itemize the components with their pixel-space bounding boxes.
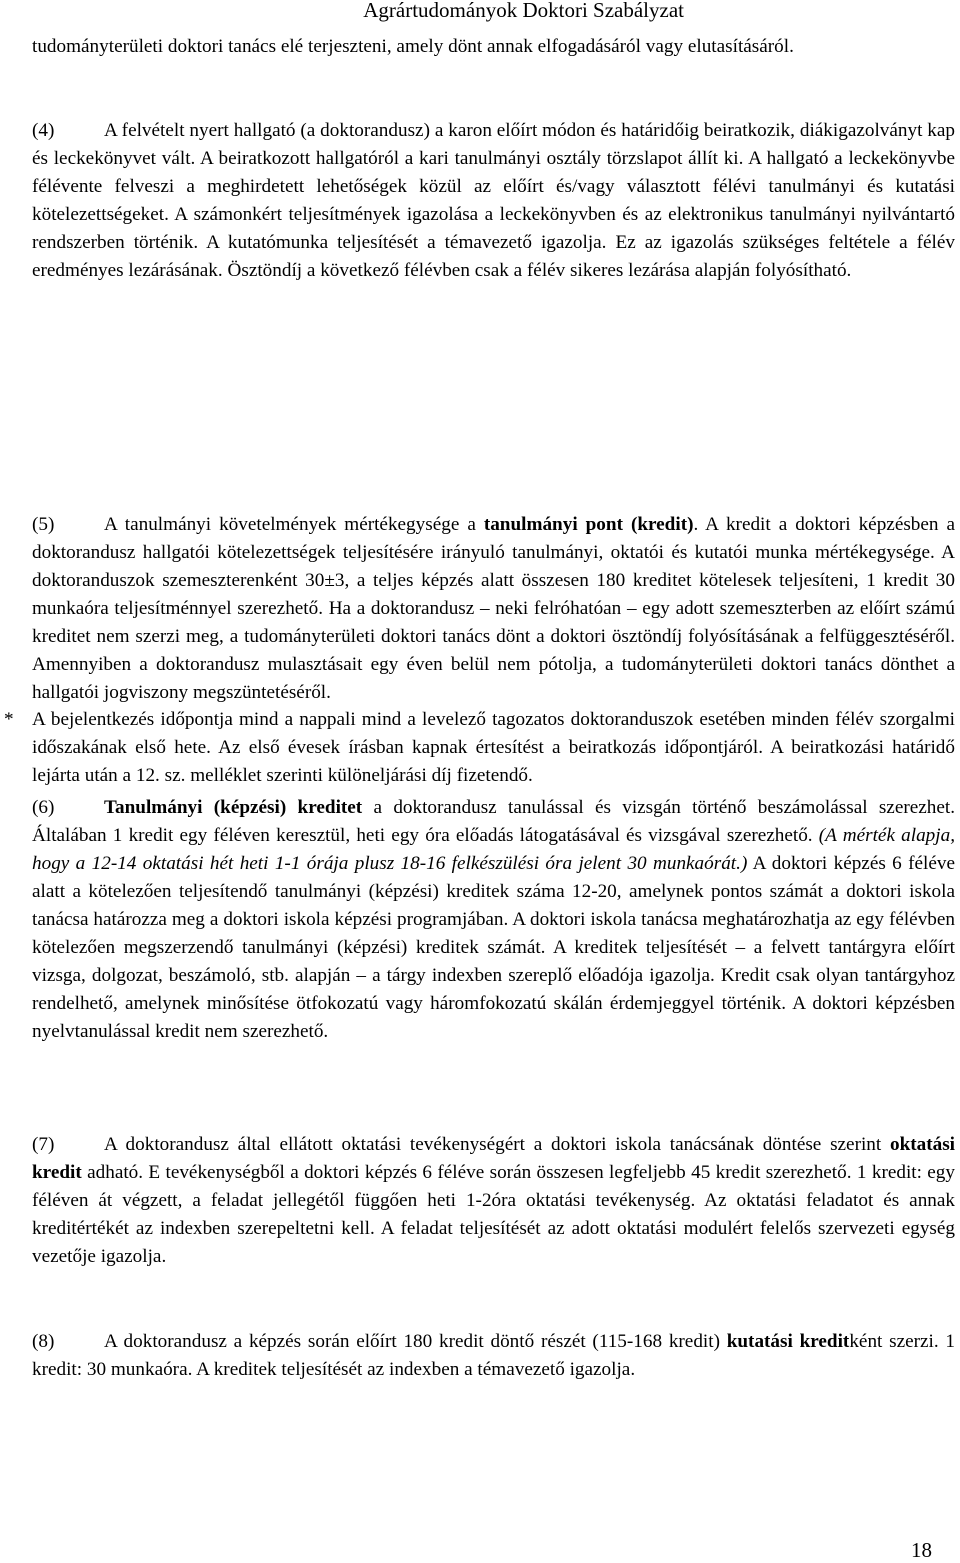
paragraph-8-text-a: A doktorandusz a képzés során előírt 180 kredit döntő részét (115-168 kredit) — [104, 1331, 727, 1352]
paragraph-5-text-b: . A kredit a doktori képzésben a doktorandusz hallgatói kötelezettségek teljesítésére irányuló tanulmányi, oktatói és kutatói munka mértékegysége. A doktoranduszok szemeszterenként 30±3, a teljes képzés alatt összesen 180 kreditet kötelesek teljesíteni, 1 kredit 30 munkaóra teljesítménnyel szerezhető. Ha a doktorandusz – neki felróhatóan – egy adott szemeszterben az előírt számú kreditet nem szerzi meg, a tudományterületi doktori tanács dönt a doktori ösztöndíj folyósításának a felfüggesztéséről. Amennyiben a doktorandusz mulasztásait egy éven belül nem pótolja, a tudományterületi doktori tanács dönthet a hallgatói jogviszony megszüntetéséről. — [32, 514, 955, 703]
paragraph-7-text-b: adható. E tevékenységből a doktori képzés 6 féléve során összesen legfeljebb 45 kredit szerezhető. 1 kredit: egy féléven át végzett, a feladat jellegétől függően heti 1-2óra oktatási tevékenység. Az oktatási feladatot és annak kreditértékét az indexben szerepeltetni kell. A feladat teljesítését az adott oktatási modulért felelős szervezeti egység vezetője igazolja. — [32, 1162, 955, 1267]
footnote-block — [32, 706, 955, 790]
paragraph-4-text: A felvételt nyert hallgató (a doktorandusz) a karon előírt módon és határidőig beiratkozik, diákigazolványt kap és leckekönyvet vált. A beiratkozott hallgatóról a kari tanulmányi osztály törzslapot állít ki. A hallgató a leckekönyvbe félévente felveszi a meghirdetett lehetőségek közül az előírt és/vagy választott félévi tanulmányi és kutatási kötelezettségeket. A számonkért teljesítmények igazolása a leckekönyvben és az elektronikus tanulmányi nyilvántartó rendszerben történik. A kutatómunka teljesítését a témavezető igazolja. Ez az igazolás szükséges feltétele a félév eredményes lezárásának. Ösztöndíj a következő félévben csak a félév sikeres lezárása alapján folyósítható. — [32, 120, 955, 281]
paragraph-7-bold: oktatási kredit — [32, 1134, 955, 1183]
paragraph-6-text-a: a doktorandusz tanulással és vizsgán történő beszámolással szerezhet. Általában 1 kredit egy féléven keresztül, heti egy óra előadás látogatásával és vizsgával szerezhető. — [32, 797, 955, 846]
paragraph-6-bold: Tanulmányi (képzési) kreditet — [104, 797, 363, 818]
paragraph-continuation-block — [32, 33, 955, 61]
paragraph-7-block — [32, 1131, 955, 1271]
paragraph-5-block — [32, 511, 955, 707]
paragraph-8-text-b: ként szerzi. 1 kredit: 30 munkaóra. A kreditek teljesítését az indexben a témavezető igazolja. — [32, 1331, 955, 1380]
paragraph-4-block — [32, 117, 955, 285]
paragraph-5-number: (5) — [32, 514, 55, 535]
paragraph-6-number: (6) — [32, 797, 55, 818]
paragraph-6 — [32, 794, 955, 1046]
paragraph-7-number: (7) — [32, 1134, 55, 1155]
paragraph-4-number: (4) — [32, 120, 55, 141]
paragraph-8-block — [32, 1328, 955, 1384]
footnote-marker: * — [4, 709, 14, 730]
paragraph-8-bold: kutatási kredit — [726, 1331, 850, 1352]
paragraph-7-text-a: A doktorandusz által ellátott oktatási tevékenységért a doktori iskola tanácsának döntése szerint — [104, 1134, 890, 1155]
paragraph-6-block — [32, 794, 955, 1046]
footnote-text: A bejelentkezés időpontja mind a nappali mind a levelező tagozatos doktoranduszok esetében minden félév szorgalmi időszakának első hete. Az első évesek írásban kapnak értesítést a beiratkozás időpontjáról. A beiratkozási határidő lejárta után a 12. sz. melléklet szerinti különeljárási díj fizetendő. — [32, 709, 955, 786]
paragraph-6-italic: (A mérték alapja, hogy a 12-14 oktatási hét heti 1-1 órája plusz 18-16 felkészülési óra jelent 30 munkaórát.) — [32, 825, 955, 874]
paragraph-7 — [32, 1131, 955, 1271]
paragraph-8 — [32, 1328, 955, 1384]
paragraph-4 — [32, 117, 955, 285]
paragraph-5-text-a: A tanulmányi követelmények mértékegysége a — [104, 514, 484, 535]
paragraph-8-number: (8) — [32, 1331, 55, 1352]
paragraph-continuation: tudományterületi doktori tanács elé terjeszteni, amely dönt annak elfogadásáról vagy elutasításáról. — [32, 36, 794, 57]
document-header: Agrártudományok Doktori Szabályzat — [363, 0, 684, 22]
paragraph-5-bold: tanulmányi pont (kredit) — [483, 514, 694, 535]
page-number: 18 — [911, 1538, 932, 1562]
paragraph-6-text-b: A doktori képzés 6 féléve alatt a kötelezően teljesítendő tanulmányi (képzési) kreditek száma 12-20, amelynek pontos számát a doktori iskola tanácsa határozza meg a doktori iskola képzési programjában. A doktori iskola tanácsa meghatározhatja az egy félévben kötelezően megszerzendő tanulmányi (képzési) kreditek számát. A kreditek teljesítését – a felvett tantárgyra előírt vizsga, dolgozat, beszámoló, stb. alapján – a tárgy indexben szereplő előadója igazolja. Kredit csak olyan tantárgyhoz rendelhető, amelynek minősítése ötfokozatú vagy háromfokozatú skálán érdemjeggyel történik. A doktori képzésben nyelvtanulással kredit nem szerezhető. — [32, 853, 955, 1042]
paragraph-5 — [32, 511, 955, 707]
